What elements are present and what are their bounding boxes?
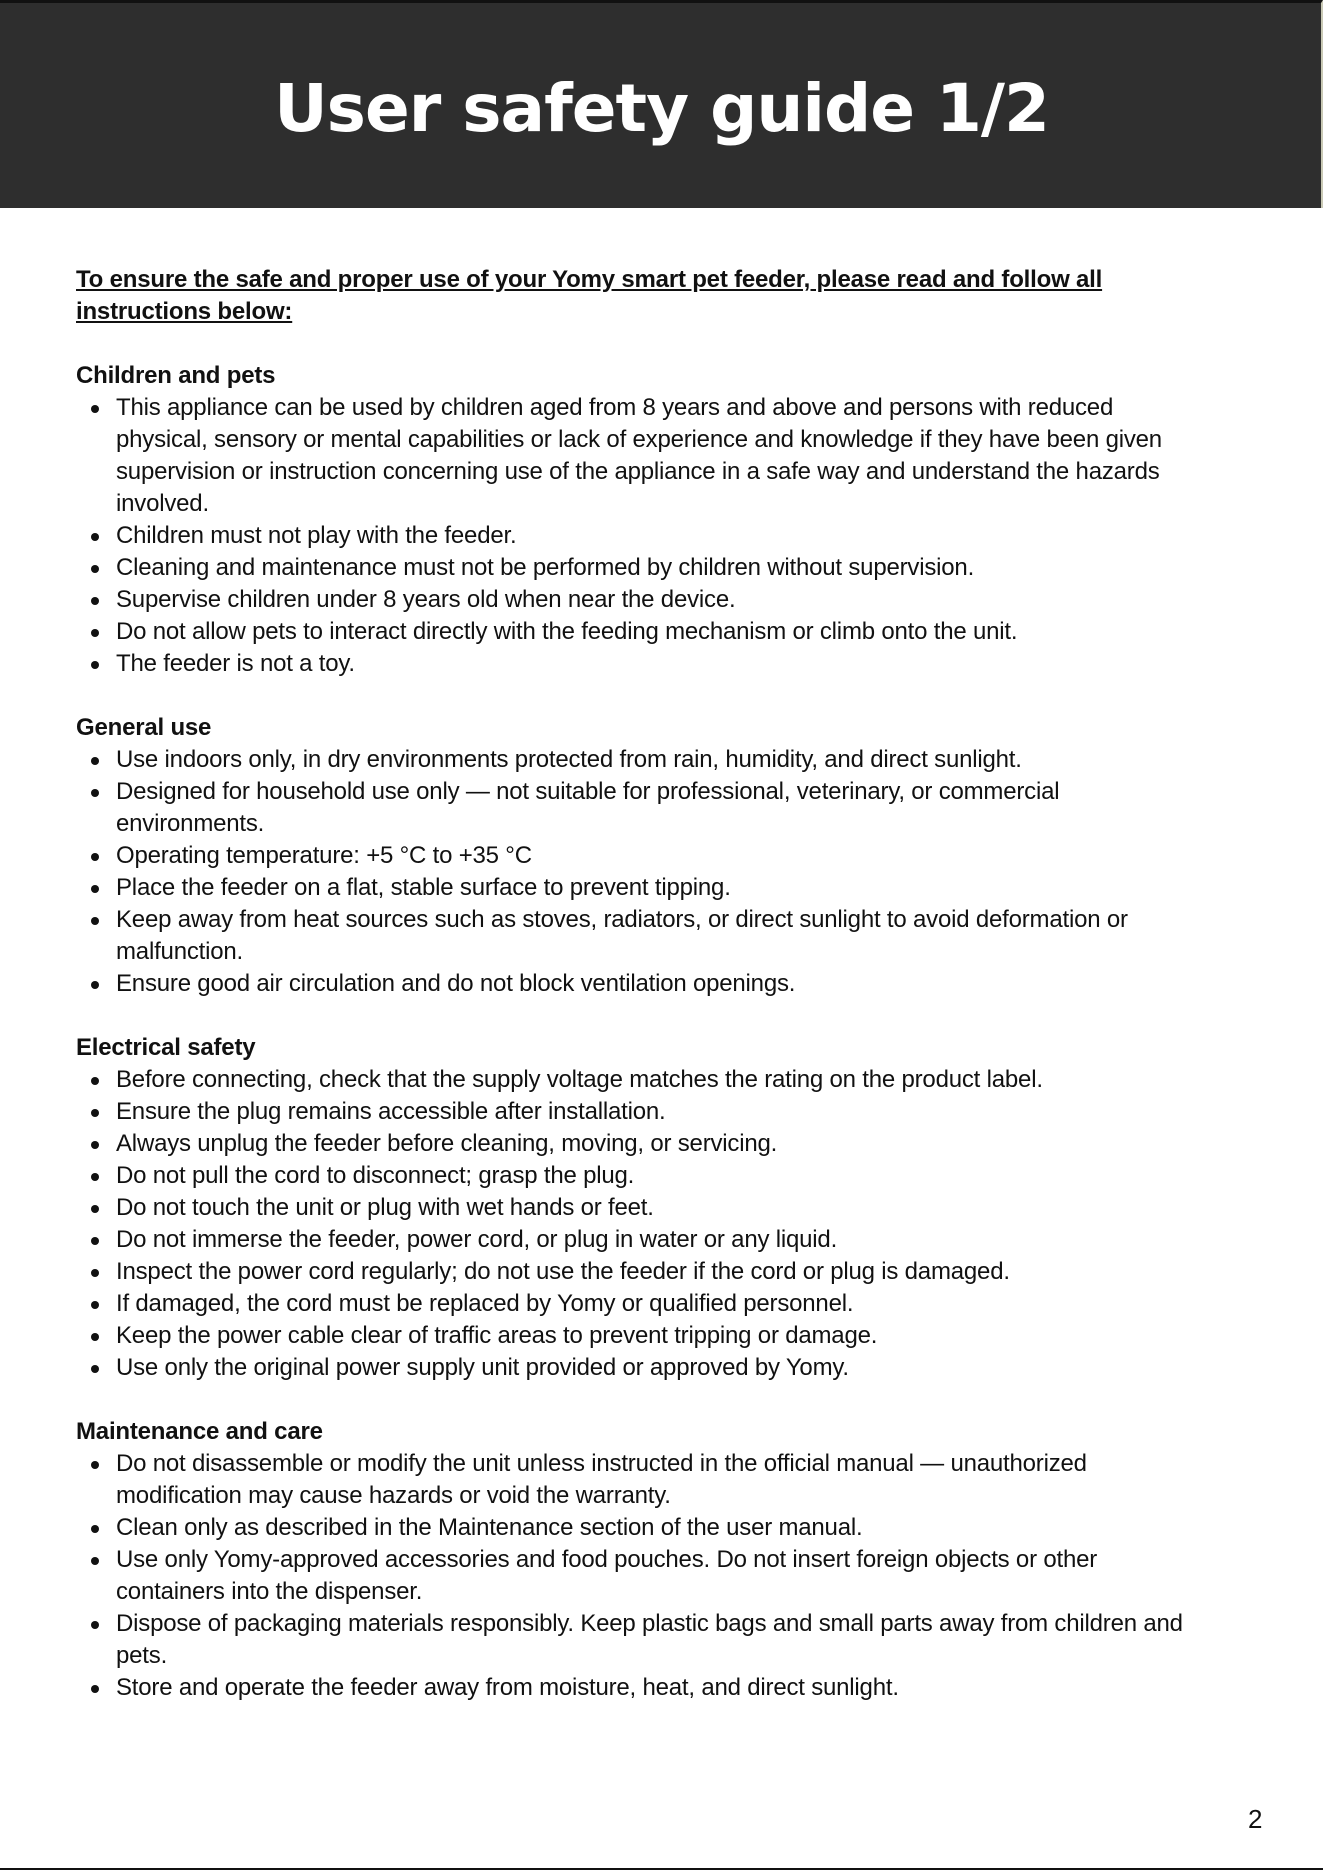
section-title: Electrical safety — [76, 1034, 256, 1061]
intro-text: To ensure the safe and proper use of your Yomy smart pet feeder, please read and follow all instructions below: — [76, 266, 1103, 325]
list-item: Ensure the plug remains accessible after installation. — [76, 1096, 1206, 1128]
list-item: Use only the original power supply unit provided or approved by Yomy. — [76, 1352, 1206, 1384]
section-general-use — [76, 712, 1206, 1000]
header-band — [0, 0, 1323, 208]
list-item: Do not immerse the feeder, power cord, or plug in water or any liquid. — [76, 1224, 1206, 1256]
list-item: Designed for household use only — not suitable for professional, veterinary, or commercial environments. — [76, 776, 1206, 840]
section-title: Maintenance and care — [76, 1418, 323, 1445]
bullet-list — [76, 392, 1206, 680]
list-item: Inspect the power cord regularly; do not use the feeder if the cord or plug is damaged. — [76, 1256, 1206, 1288]
bullet-list — [76, 1448, 1206, 1704]
list-item: Children must not play with the feeder. — [76, 520, 1206, 552]
list-item: Operating temperature: +5 °C to +35 °C — [76, 840, 1206, 872]
section-title: Children and pets — [76, 362, 276, 389]
list-item: Dispose of packaging materials responsibly. Keep plastic bags and small parts away from children and pets. — [76, 1608, 1206, 1672]
list-item: Do not allow pets to interact directly with the feeding mechanism or climb onto the unit. — [76, 616, 1206, 648]
list-item: Place the feeder on a flat, stable surface to prevent tipping. — [76, 872, 1206, 904]
list-item: Clean only as described in the Maintenance section of the user manual. — [76, 1512, 1206, 1544]
list-item: Use only Yomy-approved accessories and food pouches. Do not insert foreign objects or other containers into the dispenser. — [76, 1544, 1206, 1608]
section-title: General use — [76, 714, 212, 741]
bottom-divider — [0, 1868, 1323, 1870]
list-item: Do not disassemble or modify the unit unless instructed in the official manual — unauthorized modification may cause hazards or void the warranty. — [76, 1448, 1206, 1512]
bullet-list — [76, 1064, 1206, 1384]
list-item: Supervise children under 8 years old when near the device. — [76, 584, 1206, 616]
page-title: User safety guide 1/2 — [274, 70, 1049, 147]
list-item: Keep away from heat sources such as stoves, radiators, or direct sunlight to avoid deformation or malfunction. — [76, 904, 1206, 968]
list-item: If damaged, the cord must be replaced by Yomy or qualified personnel. — [76, 1288, 1206, 1320]
list-item: The feeder is not a toy. — [76, 648, 1206, 680]
list-item: Keep the power cable clear of traffic areas to prevent tripping or damage. — [76, 1320, 1206, 1352]
list-item: Cleaning and maintenance must not be performed by children without supervision. — [76, 552, 1206, 584]
content — [76, 264, 1206, 1736]
section-children-and-pets — [76, 360, 1206, 680]
page-number: 2 — [1248, 1804, 1263, 1834]
list-item: Always unplug the feeder before cleaning, moving, or servicing. — [76, 1128, 1206, 1160]
list-item: Ensure good air circulation and do not block ventilation openings. — [76, 968, 1206, 1000]
list-item: Before connecting, check that the supply voltage matches the rating on the product label. — [76, 1064, 1206, 1096]
list-item: Do not pull the cord to disconnect; grasp the plug. — [76, 1160, 1206, 1192]
list-item: Store and operate the feeder away from moisture, heat, and direct sunlight. — [76, 1672, 1206, 1704]
bullet-list — [76, 744, 1206, 1000]
section-electrical-safety — [76, 1032, 1206, 1384]
list-item: Do not touch the unit or plug with wet hands or feet. — [76, 1192, 1206, 1224]
list-item: Use indoors only, in dry environments protected from rain, humidity, and direct sunlight. — [76, 744, 1206, 776]
section-maintenance-and-care — [76, 1416, 1206, 1704]
list-item: This appliance can be used by children aged from 8 years and above and persons with reduced physical, sensory or mental capabilities or lack of experience and knowledge if they have been given supervision or instruction concerning use of the appliance in a safe way and understand the hazards involved. — [76, 392, 1206, 520]
